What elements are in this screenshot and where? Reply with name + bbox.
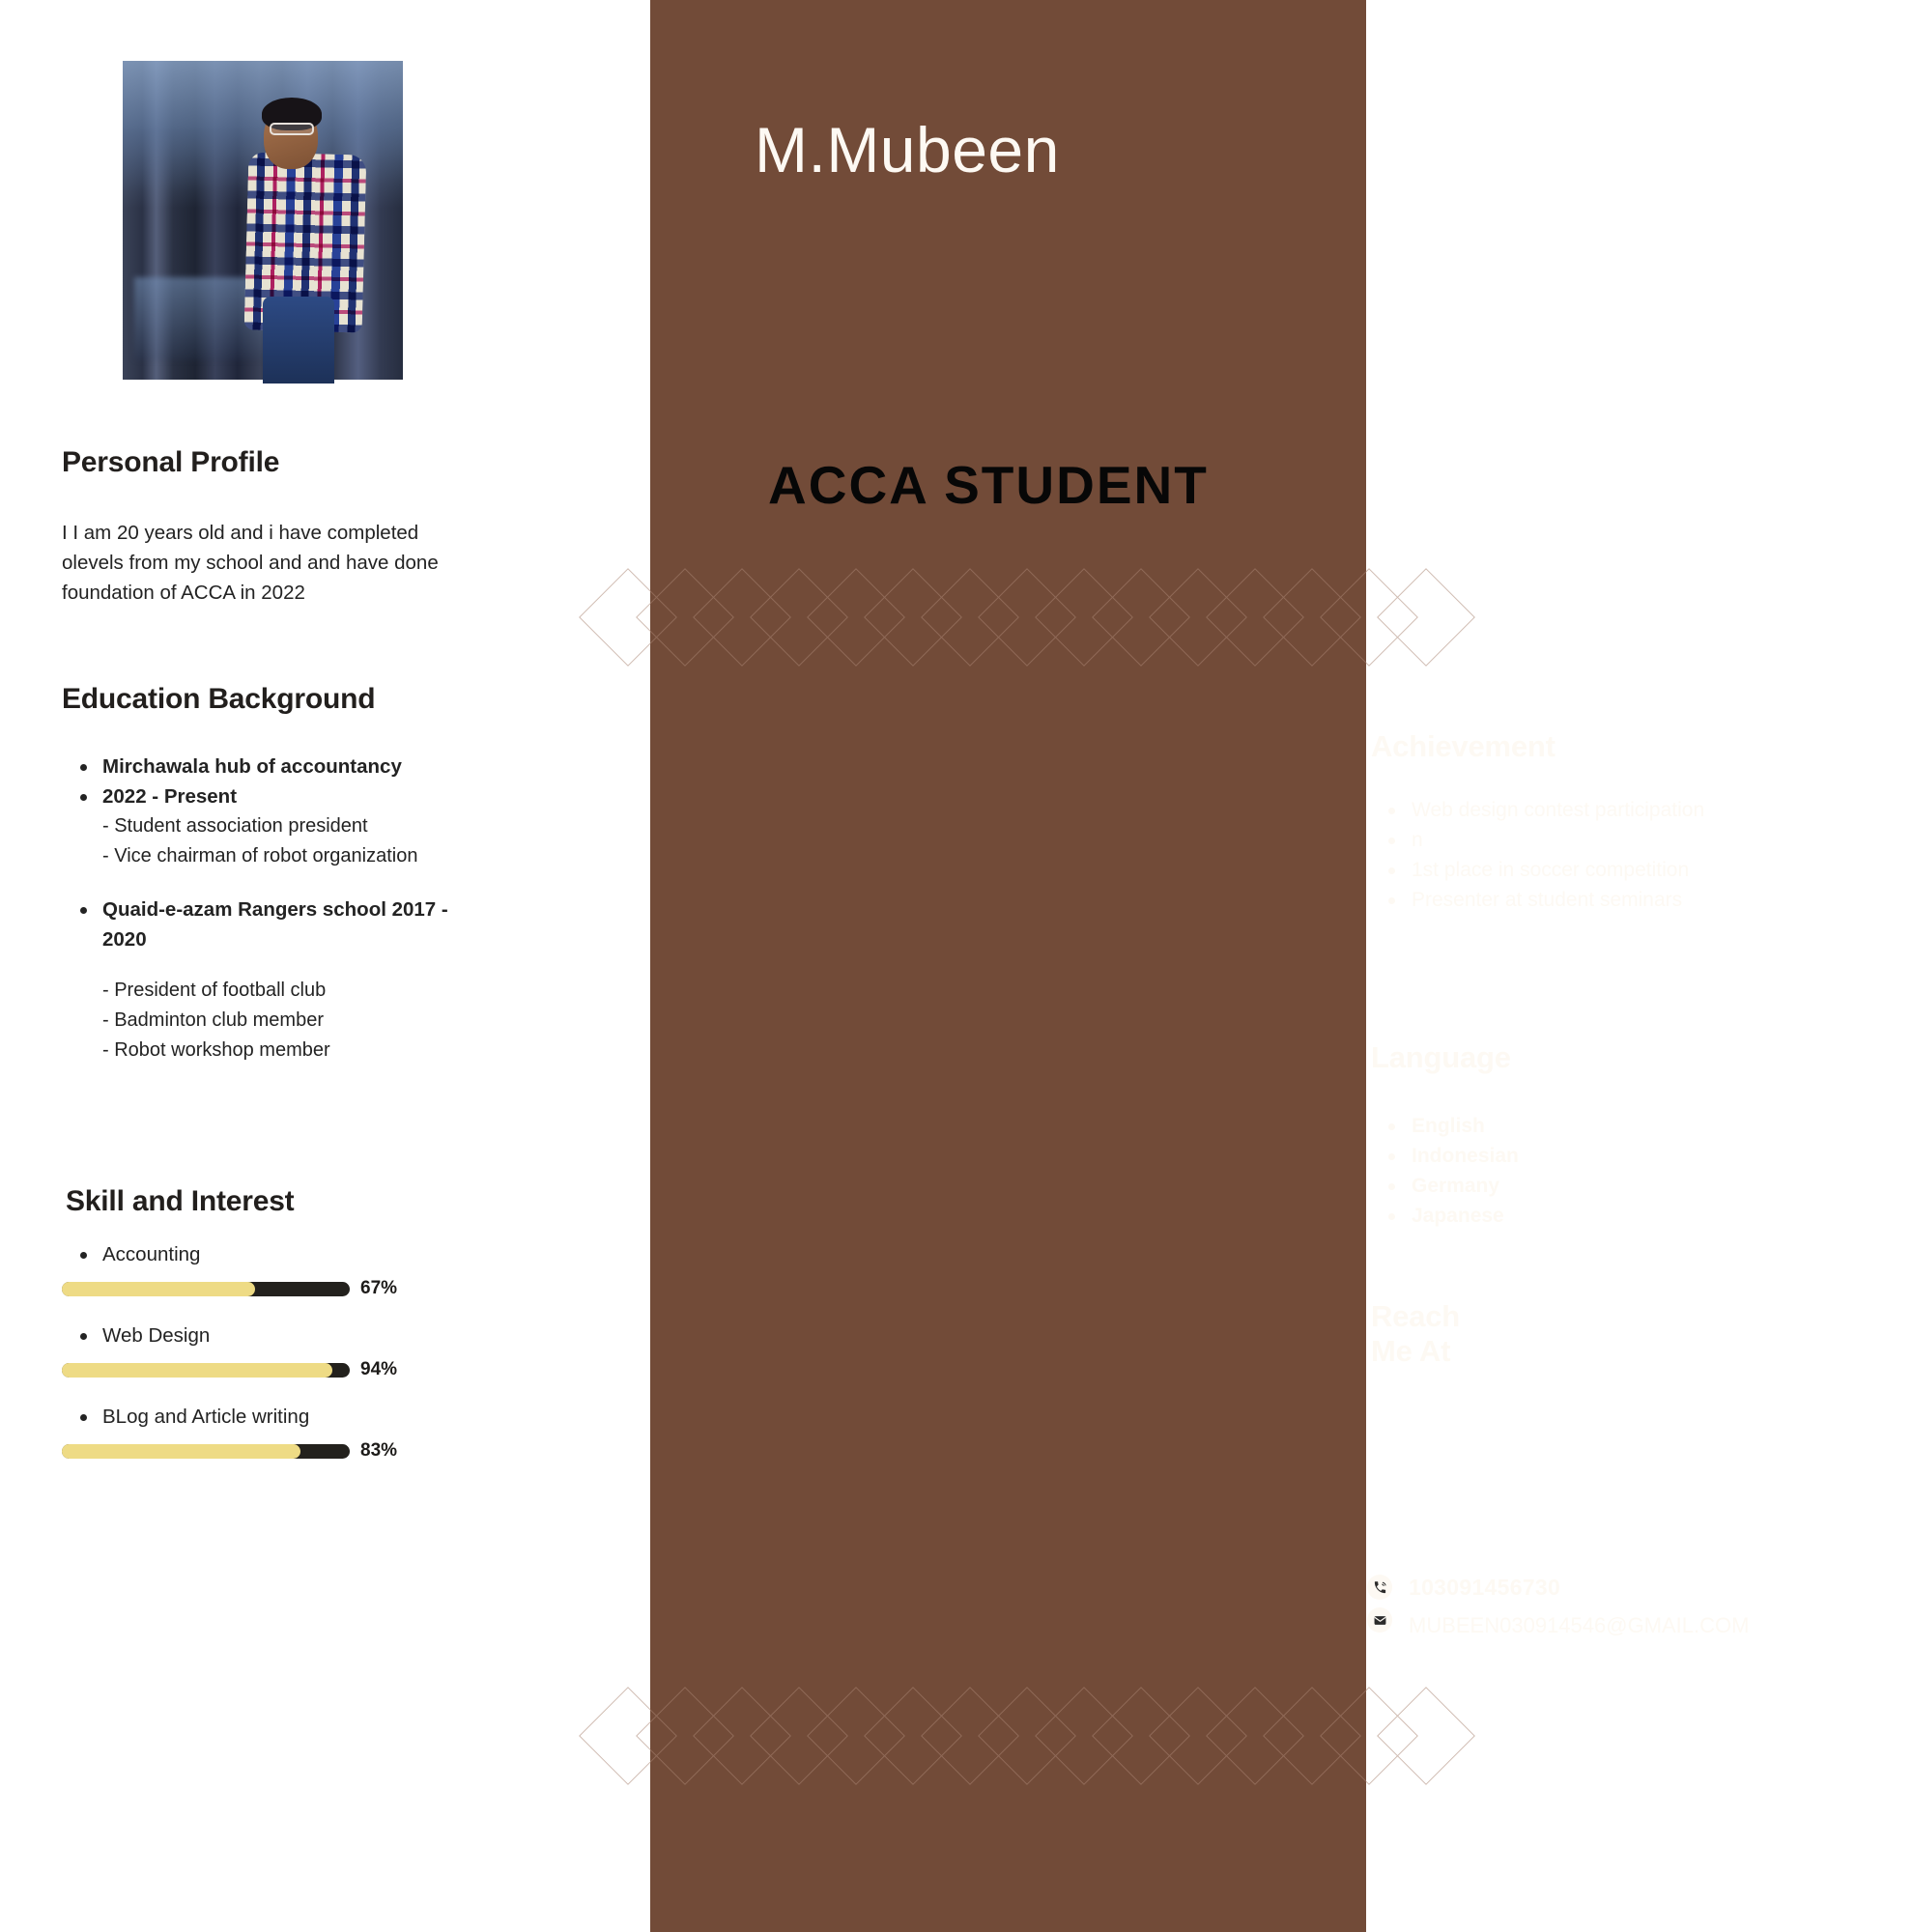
diamond-shape bbox=[864, 568, 962, 667]
photo-jeans bbox=[263, 297, 334, 384]
detail-line: - Badminton club member bbox=[102, 1009, 324, 1031]
progress-fill bbox=[62, 1444, 300, 1459]
diamond-shape bbox=[921, 1687, 1019, 1785]
education-entry-bullets bbox=[62, 752, 468, 811]
list-item: Japanese bbox=[1371, 1201, 1777, 1231]
diamond-shape bbox=[1149, 568, 1247, 667]
diamond-shape bbox=[1035, 568, 1133, 667]
skill-label: Accounting bbox=[62, 1239, 448, 1269]
progress-track bbox=[62, 1444, 350, 1459]
education-entry bbox=[62, 752, 468, 871]
list-item: Presenter at student seminars bbox=[1371, 885, 1912, 915]
diamond-shape bbox=[636, 568, 734, 667]
diamond-shape bbox=[1320, 568, 1418, 667]
list-item: Indonesian bbox=[1371, 1141, 1777, 1171]
page-title: M.Mubeen bbox=[755, 114, 1060, 185]
skill-label: BLog and Article writing bbox=[62, 1402, 448, 1432]
list-item: 1st place in soccer competition bbox=[1371, 855, 1912, 885]
email-address: MUBEEN030914546@GMAIL.COM bbox=[1409, 1613, 1750, 1637]
list-item: Web design contest participation bbox=[1371, 795, 1912, 825]
avatar bbox=[123, 61, 403, 380]
diamond-shape bbox=[1092, 568, 1190, 667]
diamond-shape bbox=[978, 1687, 1076, 1785]
diamond-shape bbox=[1320, 1687, 1418, 1785]
progress-track bbox=[62, 1363, 350, 1378]
progress-fill bbox=[62, 1363, 332, 1378]
envelope-icon bbox=[1367, 1607, 1392, 1633]
left-column bbox=[0, 0, 650, 1932]
right-column bbox=[650, 0, 1750, 1932]
diamond-shape bbox=[1377, 1687, 1475, 1785]
education-entry bbox=[62, 895, 468, 1065]
diamond-shape bbox=[807, 568, 905, 667]
education-list bbox=[62, 752, 468, 1065]
skill-row bbox=[62, 1239, 448, 1299]
language-list bbox=[1371, 1111, 1777, 1231]
reach-me-at-title: Reach Me At bbox=[1371, 1299, 1461, 1368]
diamond-shape bbox=[693, 568, 791, 667]
skill-row bbox=[62, 1402, 448, 1462]
diamond-shape bbox=[750, 568, 848, 667]
diamond-shape bbox=[1035, 1687, 1133, 1785]
profile-photo bbox=[123, 61, 403, 380]
progress-value: 83% bbox=[360, 1440, 398, 1461]
skill-list bbox=[62, 1239, 448, 1483]
contact-phone-row[interactable] bbox=[1367, 1572, 1869, 1603]
achievement-list bbox=[1371, 795, 1912, 915]
education-entry-bullets bbox=[62, 895, 468, 954]
list-item: 2022 - Present bbox=[62, 781, 468, 811]
diamond-shape bbox=[864, 1687, 962, 1785]
skill-progress bbox=[62, 1359, 448, 1380]
diamond-shape bbox=[1149, 1687, 1247, 1785]
diamond-pattern-decoration bbox=[650, 574, 1366, 661]
diamond-shape bbox=[1206, 1687, 1304, 1785]
progress-fill bbox=[62, 1282, 255, 1296]
skill-row bbox=[62, 1321, 448, 1380]
diamond-shape bbox=[1263, 568, 1361, 667]
education-background-title: Education Background bbox=[62, 683, 376, 715]
contact-list bbox=[1367, 1572, 1869, 1648]
personal-profile-body: I I am 20 years old and i have completed olevels from my school and and have done foundation of ACCA in 2022 bbox=[62, 522, 439, 604]
detail-line: - President of football club bbox=[102, 980, 327, 1001]
list-item: Quaid-e-azam Rangers school 2017 - 2020 bbox=[62, 895, 468, 954]
detail-line: - Student association president bbox=[102, 815, 368, 837]
diamond-shape bbox=[921, 568, 1019, 667]
diamond-shape bbox=[1377, 568, 1475, 667]
list-item: Mirchawala hub of accountancy bbox=[62, 752, 468, 781]
diamond-shape bbox=[807, 1687, 905, 1785]
skill-progress bbox=[62, 1278, 448, 1299]
education-entry-details bbox=[62, 811, 468, 871]
list-item: Germany bbox=[1371, 1171, 1777, 1201]
list-item: English bbox=[1371, 1111, 1777, 1141]
diamond-shape bbox=[1092, 1687, 1190, 1785]
photo-glasses bbox=[270, 123, 314, 135]
education-entry-details bbox=[62, 976, 468, 1065]
diamond-shape bbox=[693, 1687, 791, 1785]
skill-progress bbox=[62, 1440, 448, 1462]
diamond-shape bbox=[636, 1687, 734, 1785]
contact-email-row[interactable] bbox=[1367, 1605, 1869, 1646]
skill-label: Web Design bbox=[62, 1321, 448, 1350]
language-title: Language bbox=[1371, 1040, 1511, 1074]
list-item: n bbox=[1371, 825, 1912, 855]
diamond-pattern-decoration bbox=[650, 1692, 1366, 1779]
progress-value: 94% bbox=[360, 1359, 398, 1379]
skill-and-interest-title: Skill and Interest bbox=[66, 1185, 295, 1217]
achievement-title: Achievement bbox=[1371, 729, 1555, 763]
diamond-shape bbox=[1263, 1687, 1361, 1785]
progress-value: 67% bbox=[360, 1278, 398, 1298]
phone-icon bbox=[1367, 1575, 1392, 1600]
job-title: ACCA STUDENT bbox=[768, 455, 1209, 515]
detail-line: - Vice chairman of robot organization bbox=[102, 845, 418, 867]
progress-track bbox=[62, 1282, 350, 1296]
diamond-shape bbox=[750, 1687, 848, 1785]
diamond-shape bbox=[1206, 568, 1304, 667]
phone-number: 103091456730 bbox=[1409, 1575, 1561, 1600]
personal-profile-title: Personal Profile bbox=[62, 446, 280, 478]
detail-line: - Robot workshop member bbox=[102, 1039, 330, 1061]
diamond-shape bbox=[978, 568, 1076, 667]
